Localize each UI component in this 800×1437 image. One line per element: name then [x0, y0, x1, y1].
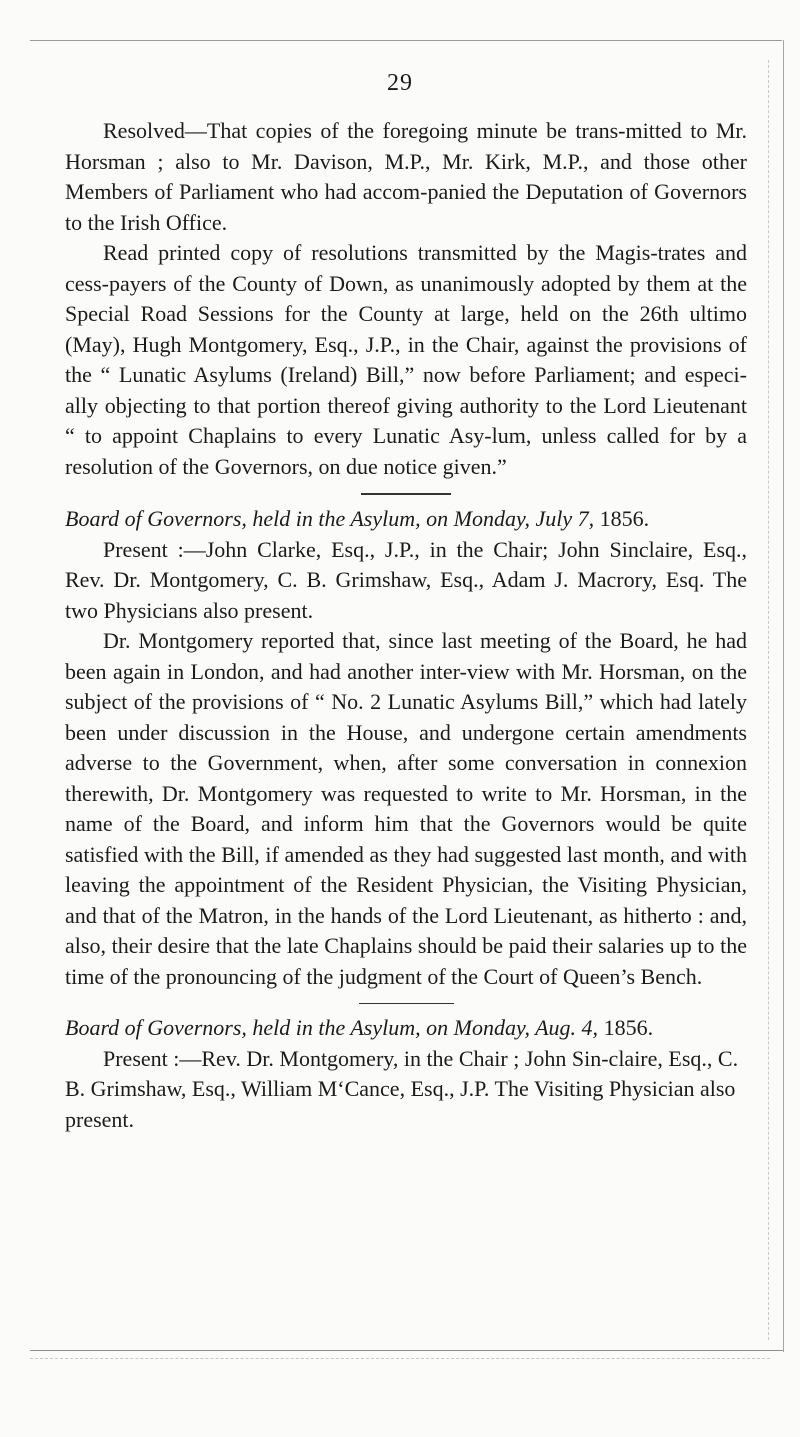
section-separator [361, 493, 451, 495]
paragraph-resolved: Resolved—That copies of the foregoing minute be trans-mitted to Mr. Horsman ; also to Mr. Davison, M.P., Mr. Kirk, M.P., and those other Members of Parliament who had accom-panied the Deputation of Governors to the Irish Office. [65, 118, 747, 235]
page-body [65, 116, 747, 1135]
bottom-border-line [30, 1350, 783, 1351]
right-border-line [783, 40, 784, 1352]
meeting-heading-july [65, 504, 747, 535]
bottom-inner-border-line [30, 1358, 770, 1359]
section-separator [359, 1003, 454, 1004]
meeting-heading-august-year: 1856. [598, 1015, 654, 1040]
paragraph-montgomery-report: Dr. Montgomery reported that, since last meeting of the Board, he had been again in London, and had another inter-view with Mr. Horsman, on the subject of the provisions of “ No. 2 Lunatic Asylums Bill,” which had lately been under discussion in the House, and undergone certain amendments adverse to the Government, when, after some conversation in connexion therewith, Dr. Montgomery was requested to write to Mr. Horsman, in the name of the Board, and inform him that the Governors would be quite satisfied with the Bill, if amended as they had suggested last month, and with leaving the appointment of the Resident Physician, the Visiting Physician, and that of the Matron, in the hands of the Lord Lieutenant, as hitherto : and, also, their desire that the late Chaplains should be paid their salaries up to the time of the pronouncing of the judgment of the Court of Queen’s Bench. [65, 628, 747, 989]
paragraph-resolutions-read: Read printed copy of resolutions transmitted by the Magis-trates and cess-payers of the County of Down, as unanimously adopted by them at the Special Road Sessions for the County at large, held on the 26th ultimo (May), Hugh Montgomery, Esq., J.P., in the Chair, against the provisions of the “ Lunatic Asylums (Ireland) Bill,” now before Parliament; and especi-ally objecting to that portion thereof giving authority to the Lord Lieutenant “ to appoint Chaplains to every Lunatic Asy-lum, unless called for by a resolution of the Governors, on due notice given.” [65, 240, 747, 479]
paragraph-present-july: Present :—John Clarke, Esq., J.P., in the Chair; John Sinclaire, Esq., Rev. Dr. Montgomery, C. B. Grimshaw, Esq., Adam J. Macrory, Esq. The two Physicians also present. [65, 536, 747, 623]
page-number: 29 [387, 70, 413, 96]
meeting-heading-august [65, 1013, 747, 1044]
meeting-heading-july-text: Board of Governors, held in the Asylum, on Monday, July 7, [65, 506, 595, 531]
paragraph-present-august: Present :—Rev. Dr. Montgomery, in the Chair ; John Sin-claire, Esq., C. B. Grimshaw, Esq., William M‘Cance, Esq., J.P. The Visiting Physician also present. [65, 1045, 739, 1132]
top-border-line [30, 40, 782, 41]
right-inner-border-line [768, 60, 769, 1340]
meeting-heading-august-text: Board of Governors, held in the Asylum, on Monday, Aug. 4, [65, 1015, 599, 1040]
meeting-heading-july-year: 1856. [594, 506, 650, 531]
